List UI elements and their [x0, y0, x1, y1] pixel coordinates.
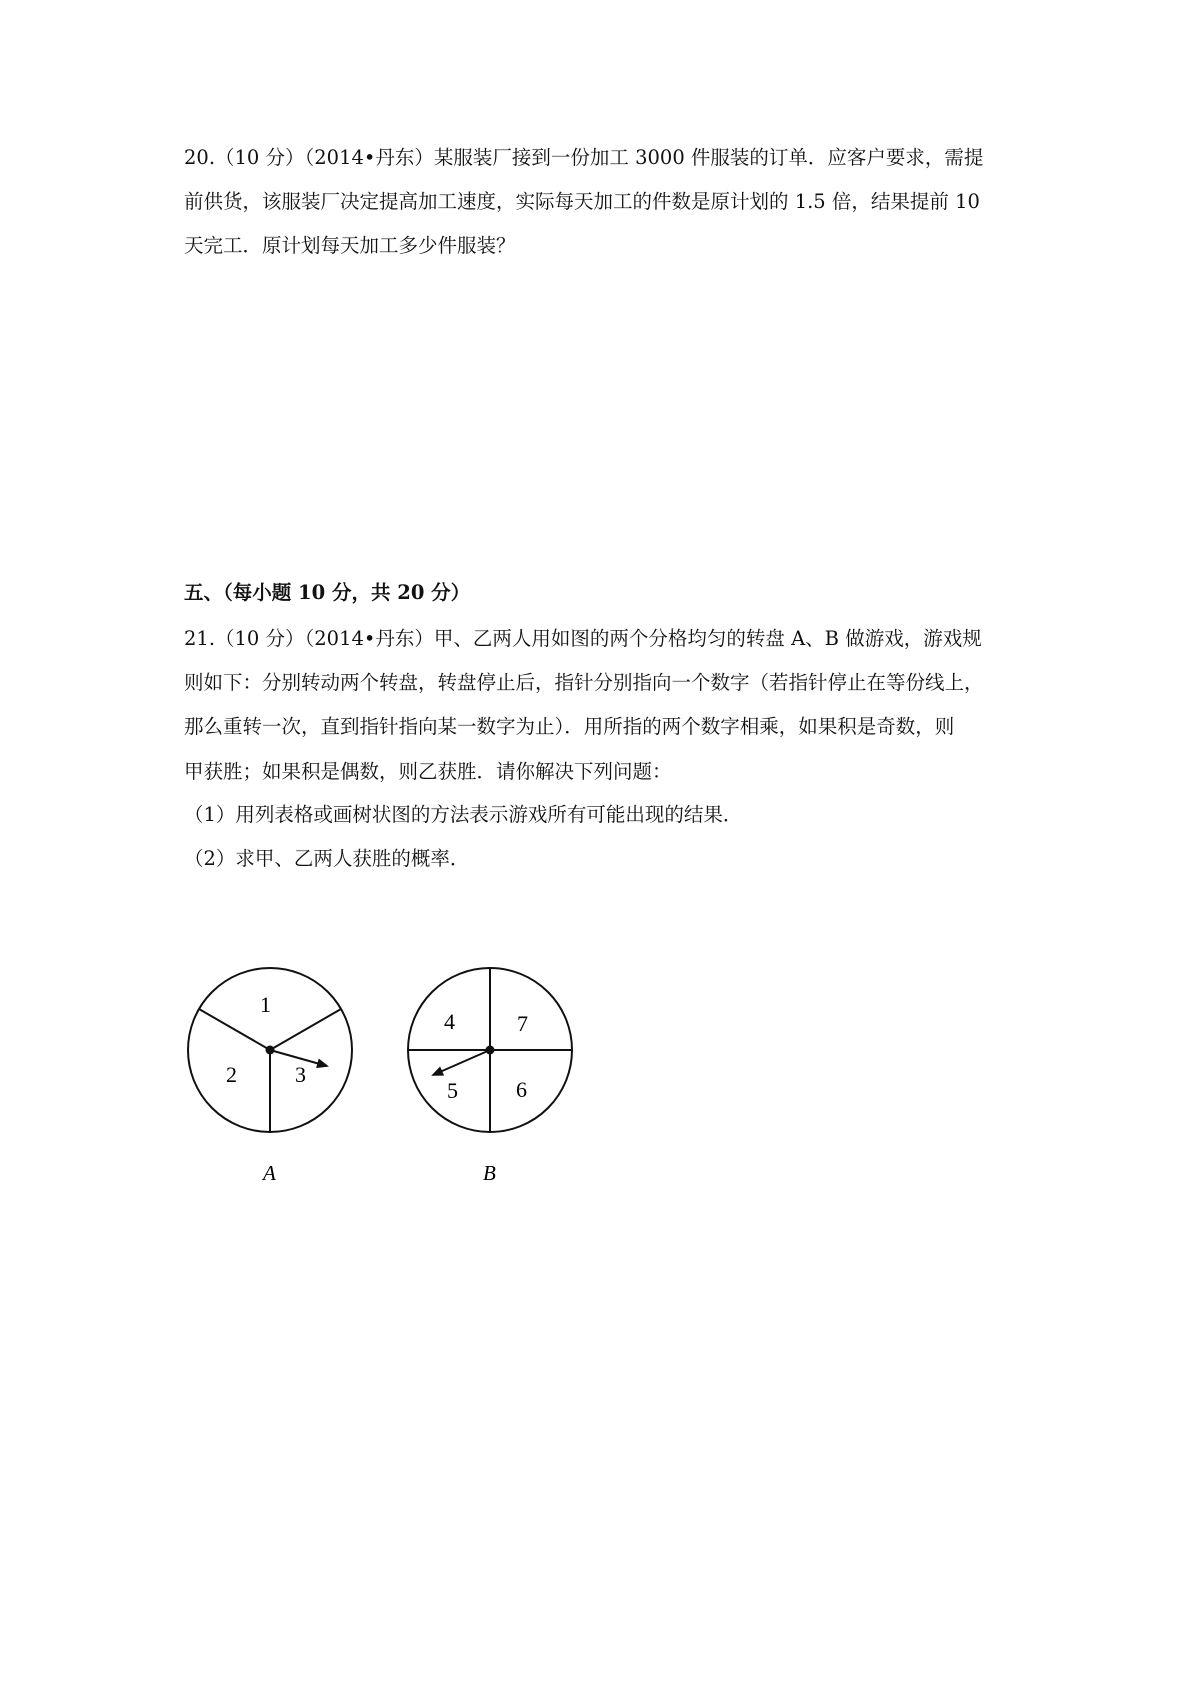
question-21-line-3: 那么重转一次，直到指针指向某一数字为止）．用所指的两个数字相乘，如果积是奇数，则 — [184, 715, 955, 738]
spinner-a-sector-label: 2 — [226, 1062, 237, 1087]
spinner-b-sector-label: 4 — [444, 1009, 455, 1034]
question-21-line-4: 甲获胜；如果积是偶数，则乙获胜．请你解决下列问题： — [184, 760, 672, 783]
spinner-b-label: B — [483, 1161, 496, 1185]
question-20-line-2: 前供货，该服装厂决定提高加工速度，实际每天加工的件数是原计划的 1.5 倍，结果提前 10 — [184, 190, 980, 213]
spinner-b-pointer — [433, 1050, 490, 1075]
spinner-b-sector-label: 7 — [517, 1011, 528, 1036]
question-20-line-3: 天完工．原计划每天加工多少件服装？ — [184, 234, 516, 257]
spinner-a-sector-label: 3 — [295, 1062, 306, 1087]
question-21-part-1: （1）用列表格或画树状图的方法表示游戏所有可能出现的结果． — [184, 803, 743, 826]
spinner-a-label: A — [263, 1161, 276, 1185]
question-21-line-2: 则如下：分别转动两个转盘，转盘停止后，指针分别指向一个数字（若指针停止在等份线上， — [184, 671, 984, 694]
spinner-b-sector-label: 5 — [447, 1078, 458, 1103]
spinner-a-divider — [270, 1009, 341, 1050]
spinner-figures — [170, 955, 610, 1195]
question-20-line-1: 20.（10 分）（2014•丹东）某服装厂接到一份加工 3000 件服装的订单．应客户要求，需提 — [184, 146, 984, 169]
spinner-a — [188, 968, 352, 1185]
spinner-b — [408, 968, 572, 1185]
spinner-a-sector-label: 1 — [260, 992, 271, 1017]
section-heading: 五、（每小题 10 分，共 20 分） — [184, 581, 471, 604]
question-21-part-2: （2）求甲、乙两人获胜的概率． — [184, 847, 470, 870]
spinner-b-sector-label: 6 — [516, 1077, 527, 1102]
question-21-line-1: 21.（10 分）（2014•丹东）甲、乙两人用如图的两个分格均匀的转盘 A、B 做游戏，游戏规 — [184, 627, 982, 650]
